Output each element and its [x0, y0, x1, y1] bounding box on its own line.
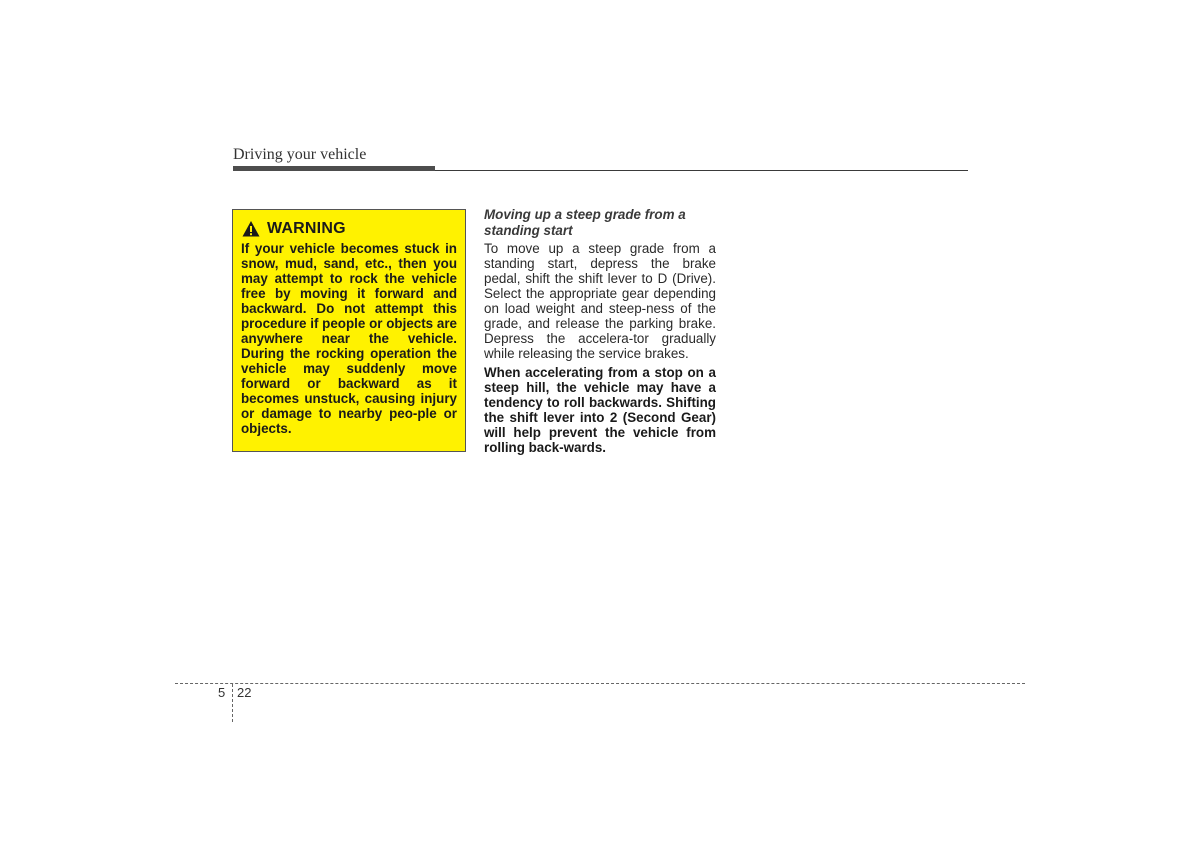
header-rule-accent	[233, 166, 435, 171]
warning-triangle-icon	[242, 220, 260, 238]
section-bold-paragraph: When accelerating from a stop on a steep hill, the vehicle may have a tendency to roll backwards. Shifting the shift lever into 2 (Second Gear) will help prevent the vehicle from rolling back-wards.	[484, 365, 716, 455]
section-paragraph: To move up a steep grade from a standing start, depress the brake pedal, shift the shift lever to D (Drive). Select the appropriate gear depending on load weight and steep-ness of the grade, and release the parking brake. Depress the accelera-tor gradually while releasing the service brakes.	[484, 241, 716, 361]
warning-box	[232, 209, 466, 452]
warning-title: WARNING	[267, 220, 346, 237]
page-number: 22	[237, 685, 252, 700]
footer-divider	[232, 684, 233, 722]
page-header-title: Driving your vehicle	[233, 146, 367, 163]
warning-text: If your vehicle becomes stuck in snow, mud, sand, etc., then you may attempt to rock the vehicle free by moving it forward and backward. Do not attempt this procedure if people or objects are anywhere near the vehicle. During the rocking operation the vehicle may suddenly move forward or backward as it becomes unstuck, causing injury or damage to nearby peo-ple or objects.	[241, 241, 457, 436]
warning-heading	[241, 218, 457, 240]
footer-rule	[175, 683, 1025, 684]
section-heading: Moving up a steep grade from a standing start	[484, 207, 686, 238]
section-column	[484, 207, 716, 459]
chapter-number: 5	[218, 685, 226, 700]
